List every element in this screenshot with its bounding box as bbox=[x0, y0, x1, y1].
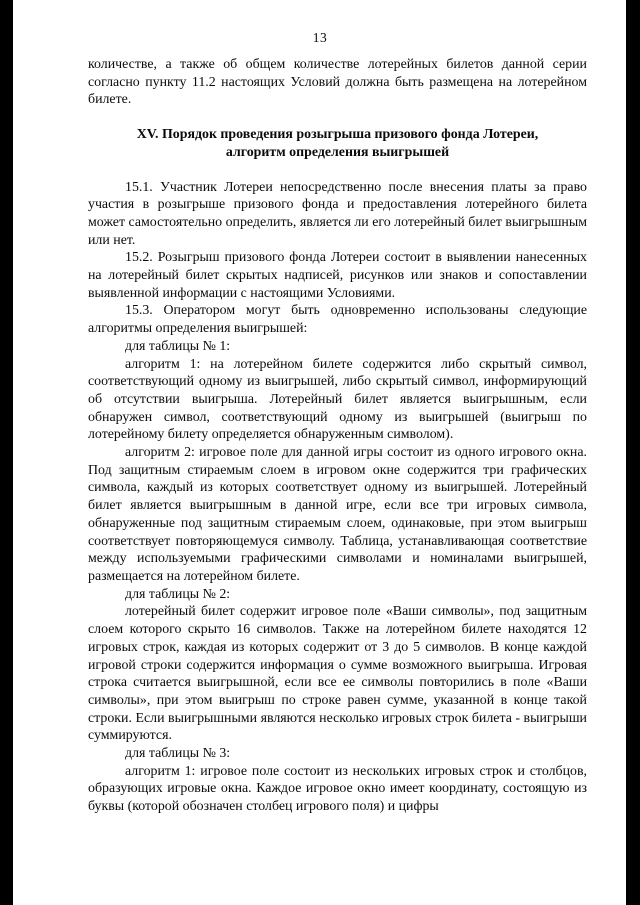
paragraph: 15.2. Розыгрыш призового фонда Лотереи состоит в выявлении нанесенных на лотерейный билет скрытых надписей, рисунков или знаков и сопоставлении выявленной информации с настоящими Условиями. bbox=[88, 250, 587, 301]
paragraph: 15.3. Оператором могут быть одновременно использованы следующие алгоритмы определения выигрышей: bbox=[88, 303, 587, 337]
paragraph: для таблицы № 1: bbox=[125, 338, 231, 354]
page-number: 13 bbox=[312, 30, 328, 45]
scan-border-right bbox=[626, 0, 640, 905]
scan-border-left bbox=[0, 0, 13, 905]
paragraph: для таблицы № 3: bbox=[125, 746, 231, 762]
paragraph: количестве, а также об общем количестве лотерейных билетов данной серии согласно пункту 11.2 настоящих Условий должна быть размещена на лотерейном билете. bbox=[88, 57, 587, 108]
paragraph: алгоритм 1: на лотерейном билете содержится либо скрытый символ, соответствующий одному из выигрышей, либо скрытый символ, информирующий об отсутствии выигрыша. Лотерейный билет является выигрышным, если обнаружен символ, соответствующий одному из выигрышей (выигрыш по лотерейному билету определяется обнаруженным символом). bbox=[88, 356, 587, 443]
paragraph: 15.1. Участник Лотереи непосредственно после внесения платы за право участия в розыгрыше призового фонда и предоставления лотерейного билета может самостоятельно определить, является ли его лотерейный билет выигрышным или нет. bbox=[88, 179, 587, 248]
paragraph: алгоритм 1: игровое поле состоит из нескольких игровых строк и столбцов, образующих игровые окна. Каждое игровое окно имеет координату, состоящую из буквы (которой обозначен столбец игрового поля) и цифры bbox=[88, 763, 587, 815]
paragraph: лотерейный билет содержит игровое поле «Ваши символы», под защитным слоем которого скрыто 16 символов. Также на лотерейном билете находятся 12 игровых строк, каждая из которых содержит от 3 до 5 символов. В конце каждой игровой строки содержится информация о сумме возможного выигрыша. Игровая строка считается выигрышной, если все ее символы повторились в поле «Ваши символы», при этом выигрыш по строке равен сумме, указанной в конце такой строки. Если выигрышными являются несколько игровых строк билета - выигрыши суммируются. bbox=[88, 604, 587, 744]
document-body bbox=[88, 56, 587, 816]
paragraph: для таблицы № 2: bbox=[125, 586, 231, 602]
paragraph: алгоритм 2: игровое поле для данной игры состоит из одного игрового окна. Под защитным стираемым слоем в игровом окне содержится три графических символа, каждый из которых соответствует одному из выигрышей. Лотерейный билет является выигрышным в данной игре, если все три игровых символа, обнаруженные под защитным стираемым слоем, одинаковые, при этом выигрыш соответствует повторяющемуся символу. Таблица, устанавливающая соответствие между используемыми графическими символами и номиналами выигрышей, размещается на лотерейном билете. bbox=[88, 445, 587, 584]
section-heading: XV. Порядок проведения розыгрыша призового фонда Лотереи, алгоритм определения выигрышей bbox=[136, 127, 539, 160]
